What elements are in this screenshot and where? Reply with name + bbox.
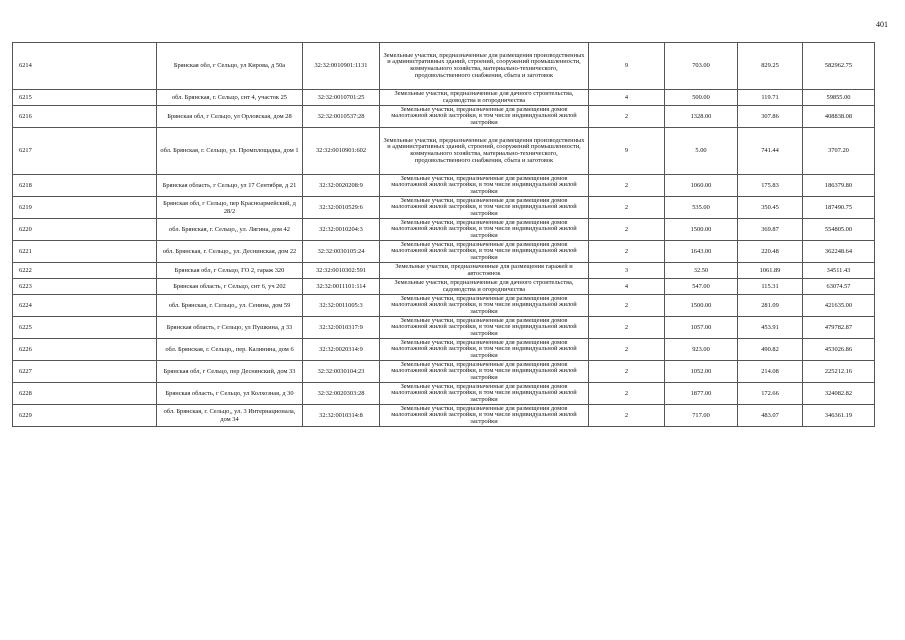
- cadastral-value-cell: 346361.19: [803, 405, 875, 427]
- area-cell: 535.00: [665, 197, 738, 219]
- row-number: 6218: [13, 175, 157, 197]
- group-number-cell: 2: [589, 197, 665, 219]
- specific-value-cell: 175.83: [738, 175, 803, 197]
- land-use-cell: Земельные участки, предназначенные для размещения домов малоэтажной жилой застройки, в том числе индивидуальной жилой застройки: [380, 361, 589, 383]
- cadastral-value-cell: 59855.00: [803, 90, 875, 106]
- area-cell: 1643.00: [665, 241, 738, 263]
- row-number: 6214: [13, 43, 157, 90]
- address-cell: обл. Брянская, г. Сельцо,, ул. Деснинская, дом 22: [157, 241, 303, 263]
- land-use-cell: Земельные участки, предназначенные для размещения домов малоэтажной жилой застройки, в том числе индивидуальной жилой застройки: [380, 219, 589, 241]
- row-number: 6219: [13, 197, 157, 219]
- land-use-cell: Земельные участки, предназначенные для размещения домов малоэтажной жилой застройки, в том числе индивидуальной жилой застройки: [380, 405, 589, 427]
- specific-value-cell: 350.45: [738, 197, 803, 219]
- address-cell: Брянская обл, г Сельцо, ул Кирова, д 50а: [157, 43, 303, 90]
- cadastral-number-cell: 32:32:0010529:6: [303, 197, 380, 219]
- cadastral-value-cell: 324082.82: [803, 383, 875, 405]
- area-cell: 547.00: [665, 279, 738, 295]
- cadastral-value-cell: 34511.43: [803, 263, 875, 279]
- cadastral-number-cell: 32:32:0020208:9: [303, 175, 380, 197]
- address-cell: Брянская область, г Сельцо, снт 6, уч 202: [157, 279, 303, 295]
- address-cell: обл. Брянская, г. Сельцо,, ул. 3 Интернационала, дом 34: [157, 405, 303, 427]
- address-cell: Брянская область, г Сельцо, ул Колхозная, д 30: [157, 383, 303, 405]
- group-number-cell: 2: [589, 106, 665, 128]
- page-number: 401: [876, 20, 888, 29]
- land-use-cell: Земельные участки, предназначенные для размещения домов малоэтажной жилой застройки, в том числе индивидуальной жилой застройки: [380, 106, 589, 128]
- land-use-cell: Земельные участки, предназначенные для размещения домов малоэтажной жилой застройки, в том числе индивидуальной жилой застройки: [380, 383, 589, 405]
- address-cell: Брянская обл, г Сельцо, пер Красноармейский, д 28/2: [157, 197, 303, 219]
- land-use-cell: Земельные участки, предназначенные для размещения домов малоэтажной жилой застройки, в том числе индивидуальной жилой застройки: [380, 197, 589, 219]
- area-cell: 5.00: [665, 128, 738, 175]
- area-cell: 500.00: [665, 90, 738, 106]
- specific-value-cell: 172.66: [738, 383, 803, 405]
- cadastral-value-cell: 453026.86: [803, 339, 875, 361]
- specific-value-cell: 119.71: [738, 90, 803, 106]
- cadastral-number-cell: 32:32:0020314:9: [303, 339, 380, 361]
- table-row: [13, 197, 875, 219]
- group-number-cell: 2: [589, 219, 665, 241]
- row-number: 6216: [13, 106, 157, 128]
- row-number: 6228: [13, 383, 157, 405]
- address-cell: обл. Брянская, г. Сельцо,, ул. Лягина, дом 42: [157, 219, 303, 241]
- address-cell: обл. Брянская, г. Сельцо,, пер. Калинина, дом 6: [157, 339, 303, 361]
- row-number: 6224: [13, 295, 157, 317]
- specific-value-cell: 1061.89: [738, 263, 803, 279]
- table-row: [13, 279, 875, 295]
- area-cell: 32.50: [665, 263, 738, 279]
- cadastral-number-cell: 32:32:0030105:24: [303, 241, 380, 263]
- land-use-cell: Земельные участки, предназначенные для размещения домов малоэтажной жилой застройки, в том числе индивидуальной жилой застройки: [380, 339, 589, 361]
- land-use-cell: Земельные участки, предназначенные для дачного строительства, садоводства и огородничества: [380, 279, 589, 295]
- specific-value-cell: 115.31: [738, 279, 803, 295]
- cadastral-number-cell: 32:32:0011005:3: [303, 295, 380, 317]
- cadastral-number-cell: 32:32:0010701:25: [303, 90, 380, 106]
- table-row: [13, 43, 875, 90]
- area-cell: 1052.00: [665, 361, 738, 383]
- table-row: [13, 295, 875, 317]
- cadastral-number-cell: 32:32:0030104:23: [303, 361, 380, 383]
- area-cell: 717.00: [665, 405, 738, 427]
- table-row: [13, 361, 875, 383]
- group-number-cell: 2: [589, 317, 665, 339]
- row-number: 6215: [13, 90, 157, 106]
- table-row: [13, 339, 875, 361]
- land-use-cell: Земельные участки, предназначенные для размещения домов малоэтажной жилой застройки, в том числе индивидуальной жилой застройки: [380, 175, 589, 197]
- group-number-cell: 2: [589, 175, 665, 197]
- area-cell: 1057.00: [665, 317, 738, 339]
- specific-value-cell: 829.25: [738, 43, 803, 90]
- group-number-cell: 3: [589, 263, 665, 279]
- address-cell: Брянская обл, г Сельцо, ул Орловская, дом 28: [157, 106, 303, 128]
- row-number: 6221: [13, 241, 157, 263]
- table-row: [13, 106, 875, 128]
- specific-value-cell: 490.82: [738, 339, 803, 361]
- specific-value-cell: 483.07: [738, 405, 803, 427]
- land-use-cell: Земельные участки, предназначенные для размещения гаражей и автостоянок: [380, 263, 589, 279]
- land-use-cell: Земельные участки, предназначенные для размещения производственных и административных зданий, строений, сооружений промышленности, коммунального хозяйства, материально-технического, продовольственного снабжения, сбыта и заготовок: [380, 128, 589, 175]
- group-number-cell: 4: [589, 90, 665, 106]
- table-row: [13, 175, 875, 197]
- area-cell: 1877.00: [665, 383, 738, 405]
- table-row: [13, 263, 875, 279]
- cadastral-value-cell: 225212.16: [803, 361, 875, 383]
- specific-value-cell: 214.08: [738, 361, 803, 383]
- area-cell: 1500.00: [665, 219, 738, 241]
- cadastral-number-cell: 32:32:0010302:591: [303, 263, 380, 279]
- cadastral-number-cell: 32:32:0010537:28: [303, 106, 380, 128]
- group-number-cell: 9: [589, 128, 665, 175]
- address-cell: Брянская область, г Сельцо, ул 17 Сентября, д 21: [157, 175, 303, 197]
- row-number: 6226: [13, 339, 157, 361]
- specific-value-cell: 220.48: [738, 241, 803, 263]
- cadastral-value-cell: 479782.87: [803, 317, 875, 339]
- cadastral-value-cell: 421635.00: [803, 295, 875, 317]
- address-cell: обл. Брянская, г. Сельцо, ул. Промплощадка, дом 1: [157, 128, 303, 175]
- row-number: 6223: [13, 279, 157, 295]
- cadastral-number-cell: 32:32:0011101:114: [303, 279, 380, 295]
- address-cell: Брянская область, г Сельцо, ул Пушкина, д 33: [157, 317, 303, 339]
- specific-value-cell: 281.09: [738, 295, 803, 317]
- table-row: [13, 90, 875, 106]
- cadastral-number-cell: 32:32:0020303:28: [303, 383, 380, 405]
- group-number-cell: 2: [589, 361, 665, 383]
- cadastral-value-cell: 554805.00: [803, 219, 875, 241]
- cadastral-value-cell: 3707.20: [803, 128, 875, 175]
- table-row: [13, 405, 875, 427]
- row-number: 6229: [13, 405, 157, 427]
- table-row: [13, 383, 875, 405]
- specific-value-cell: 307.86: [738, 106, 803, 128]
- land-use-cell: Земельные участки, предназначенные для размещения домов малоэтажной жилой застройки, в том числе индивидуальной жилой застройки: [380, 241, 589, 263]
- cadastral-number-cell: 32:32:0010901:602: [303, 128, 380, 175]
- row-number: 6217: [13, 128, 157, 175]
- cadastral-value-cell: 186379.80: [803, 175, 875, 197]
- group-number-cell: 2: [589, 339, 665, 361]
- cadastral-value-cell: 582962.75: [803, 43, 875, 90]
- row-number: 6220: [13, 219, 157, 241]
- group-number-cell: 2: [589, 241, 665, 263]
- land-use-cell: Земельные участки, предназначенные для размещения домов малоэтажной жилой застройки, в том числе индивидуальной жилой застройки: [380, 295, 589, 317]
- row-number: 6227: [13, 361, 157, 383]
- area-cell: 703.00: [665, 43, 738, 90]
- address-cell: обл. Брянская, г. Сельцо,, ул. Сенина, дом 59: [157, 295, 303, 317]
- group-number-cell: 2: [589, 383, 665, 405]
- area-cell: 1500.00: [665, 295, 738, 317]
- cadastral-value-cell: 408838.08: [803, 106, 875, 128]
- address-cell: обл. Брянская, г. Сельцо, снт 4, участок 25: [157, 90, 303, 106]
- cadastral-value-cell: 187490.75: [803, 197, 875, 219]
- row-number: 6222: [13, 263, 157, 279]
- cadastral-value-cell: 63074.57: [803, 279, 875, 295]
- group-number-cell: 2: [589, 405, 665, 427]
- group-number-cell: 9: [589, 43, 665, 90]
- cadastral-number-cell: 32:32:0010204:3: [303, 219, 380, 241]
- address-cell: Брянская обл, г Сельцо, пер Деснянский, дом 33: [157, 361, 303, 383]
- address-cell: Брянская обл, г Сельцо, ГО 2, гараж 320: [157, 263, 303, 279]
- cadastral-value-table: [12, 42, 875, 427]
- table-row: [13, 317, 875, 339]
- area-cell: 923.00: [665, 339, 738, 361]
- group-number-cell: 2: [589, 295, 665, 317]
- table-row: [13, 219, 875, 241]
- land-use-cell: Земельные участки, предназначенные для дачного строительства, садоводства и огородничества: [380, 90, 589, 106]
- table-row: [13, 128, 875, 175]
- specific-value-cell: 453.91: [738, 317, 803, 339]
- cadastral-value-cell: 362248.64: [803, 241, 875, 263]
- area-cell: 1328.00: [665, 106, 738, 128]
- area-cell: 1060.00: [665, 175, 738, 197]
- row-number: 6225: [13, 317, 157, 339]
- table-row: [13, 241, 875, 263]
- cadastral-number-cell: 32:32:0010317:9: [303, 317, 380, 339]
- specific-value-cell: 741.44: [738, 128, 803, 175]
- cadastral-number-cell: 32:32:0010901:1131: [303, 43, 380, 90]
- land-use-cell: Земельные участки, предназначенные для размещения домов малоэтажной жилой застройки, в том числе индивидуальной жилой застройки: [380, 317, 589, 339]
- cadastral-number-cell: 32:32:0010314:8: [303, 405, 380, 427]
- land-use-cell: Земельные участки, предназначенные для размещения производственных и административных зданий, строений, сооружений промышленности, коммунального хозяйства, материально-технического, продовольственного снабжения, сбыта и заготовок: [380, 43, 589, 90]
- group-number-cell: 4: [589, 279, 665, 295]
- specific-value-cell: 369.87: [738, 219, 803, 241]
